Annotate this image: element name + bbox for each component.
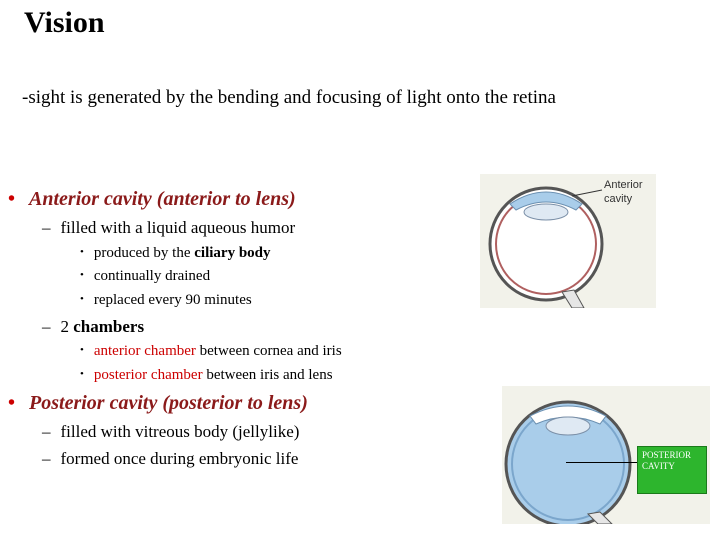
anterior-cavity-label: Anterior bbox=[604, 179, 643, 191]
anterior-heading: • Anterior cavity (anterior to lens) bbox=[8, 188, 296, 210]
list-item: • continually drained bbox=[80, 268, 211, 284]
bullet-icon: • bbox=[8, 188, 16, 210]
posterior-cavity-label: POSTERIOR CAVITY bbox=[637, 446, 707, 494]
intro-text: -sight is generated by the bending and focusing of light onto the retina bbox=[22, 87, 556, 108]
anterior-chambers: – 2 chambers bbox=[42, 317, 145, 336]
list-item: • posterior chamber between iris and lens bbox=[80, 367, 333, 383]
anterior-cavity-label: cavity bbox=[604, 193, 633, 205]
bullet-icon: • bbox=[8, 392, 16, 414]
leader-line bbox=[566, 462, 638, 463]
list-item: • anterior chamber between cornea and iris bbox=[80, 343, 342, 359]
list-item: • produced by the ciliary body bbox=[80, 245, 271, 261]
list-item: – filled with vitreous body (jellylike) bbox=[42, 422, 300, 441]
anterior-fluid: – filled with a liquid aqueous humor bbox=[42, 218, 296, 237]
list-item: – formed once during embryonic life bbox=[42, 449, 299, 468]
posterior-heading: • Posterior cavity (posterior to lens) bbox=[8, 392, 308, 414]
anterior-eye-diagram bbox=[480, 174, 656, 308]
slide-title: Vision bbox=[24, 6, 105, 39]
list-item: • replaced every 90 minutes bbox=[80, 292, 252, 308]
